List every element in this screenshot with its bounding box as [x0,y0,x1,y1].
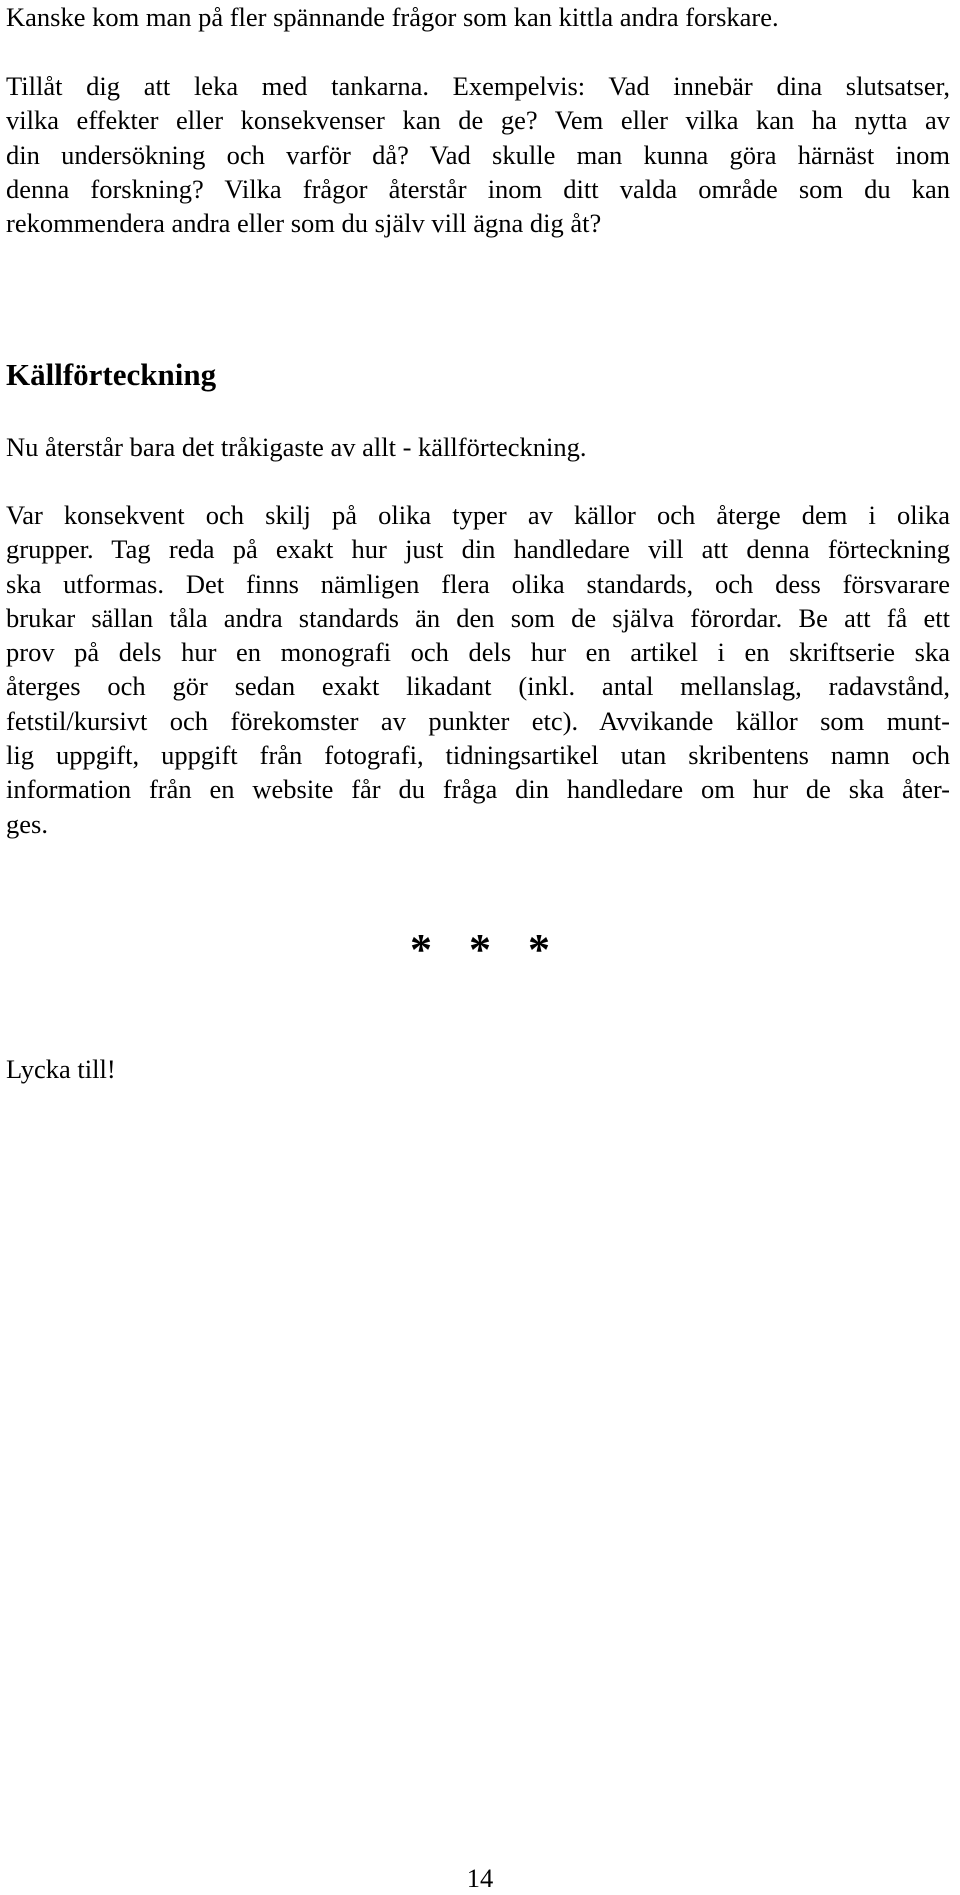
page-number: 14 [466,1863,494,1893]
text-line: rekommendera andra eller som du själv vill ägna dig åt? [6,208,602,239]
text-line: Var konsekvent och skilj på olika typer av källor och återge dem i olika [6,500,950,530]
text-line: Tillåt dig att leka med tankarna. Exempelvis: Vad innebär dina slutsatser, [6,71,950,101]
section-divider: * * * [410,925,550,974]
text-line: Kanske kom man på fler spännande frågor som kan kittla andra forskare. [6,2,779,32]
text-line: ska utformas. Det finns nämligen flera olika standards, och dess försvarare [6,568,950,599]
paragraph-sources-intro [6,430,950,464]
text-line: brukar sällan tåla andra standards än den som de själva förordar. Be att få ett [6,602,950,633]
text-line: vilka effekter eller konsekvenser kan de ge? Vem eller vilka kan ha nytta av [6,105,950,136]
text-line: prov på dels hur en monografi och dels hur en artikel i en skriftserie ska [6,637,950,668]
text-line: Nu återstår bara det tråkigaste av allt - källförteckning. [6,432,587,462]
text-line: information från en website får du fråga din handledare om hur de ska åter- [6,774,950,805]
paragraph-reflection [6,69,950,240]
paragraph-sources-guidance [6,498,950,841]
text-line: din undersökning och varför då? Vad skulle man kunna göra härnäst inom [6,139,950,170]
text-line: denna forskning? Vilka frågor återstår inom ditt valda område som du kan [6,173,950,204]
closing-line [6,1052,950,1086]
section-heading: Källförteckning [6,357,217,392]
text-line: grupper. Tag reda på exakt hur just din handledare vill att denna förteckning [6,534,950,565]
text-line: ges. [6,808,48,839]
closing-text: Lycka till! [6,1054,116,1084]
text-line: fetstil/kursivt och förekomster av punkter etc). Avvikande källor som munt- [6,705,950,736]
text-line: lig uppgift, uppgift från fotografi, tidningsartikel utan skribentens namn och [6,740,950,771]
text-line: återges och gör sedan exakt likadant (inkl. antal mellanslag, radavstånd, [6,671,950,702]
paragraph-intro [6,0,950,34]
